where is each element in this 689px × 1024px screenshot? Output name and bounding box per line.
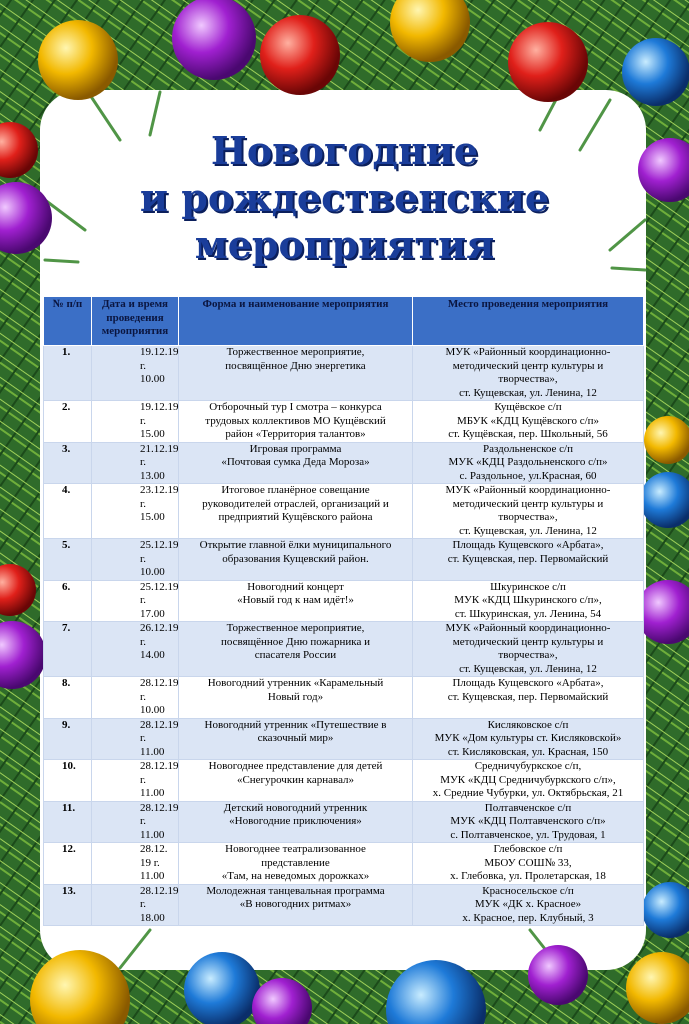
cell-date-line: 14.00: [140, 649, 165, 661]
cell-date-line: 17.00: [140, 607, 165, 620]
ornament-purple-icon: [528, 945, 588, 1005]
ornament-red-icon: [508, 22, 588, 102]
cell-place-line: МУК «КДЦ Шкуринского с/п»,: [454, 594, 602, 606]
cell-number: 11.: [44, 801, 92, 843]
cell-event-line: предприятий Кущёвского района: [218, 511, 373, 523]
cell-place-line: творчества»,: [498, 511, 558, 523]
cell-event: [179, 677, 413, 719]
cell-place: [413, 346, 644, 401]
cell-event-line: «Там, на неведомых дорожках»: [221, 870, 370, 882]
cell-event: [179, 718, 413, 760]
cell-event-line: «Новогодние приключения»: [229, 815, 362, 827]
cell-number: 4.: [44, 484, 92, 539]
cell-date: [92, 843, 179, 885]
header-place: Место проведения мероприятия: [413, 297, 644, 346]
cell-place-line: Площадь Кущевского «Арбата»,: [452, 677, 604, 689]
cell-date-line: 28.12.19 г.: [140, 677, 179, 703]
cell-date-line: 11.00: [140, 787, 165, 799]
cell-date-line: 19.12.19 г.: [140, 346, 179, 372]
cell-event-line: Детский новогодний утренник: [223, 801, 368, 814]
cell-event-line: «Почтовая сумка Деда Мороза»: [221, 456, 370, 468]
cell-date: [92, 884, 179, 926]
cell-event: [179, 484, 413, 539]
table-row: [44, 843, 644, 885]
header-number: № п/п: [44, 297, 92, 346]
cell-date: [92, 484, 179, 539]
cell-place-line: МУК «КДЦ Средничубуркского с/п»,: [440, 773, 616, 786]
cell-event-line: образования Кущевский район.: [222, 552, 369, 565]
cell-date: [92, 801, 179, 843]
cell-place: [413, 677, 644, 719]
cell-place-line: Раздольненское с/п: [482, 442, 574, 455]
table-row: [44, 539, 644, 581]
events-table: [43, 296, 644, 926]
cell-place-line: х. Красное, пер. Клубный, 3: [462, 911, 594, 924]
cell-place-line: методический центр культуры и: [452, 635, 604, 648]
cell-place-line: Кисляковское с/п: [487, 718, 569, 731]
cell-place-line: ст. Кущевская, пер. Первомайский: [447, 552, 609, 565]
cell-place-line: методический центр культуры и: [452, 359, 604, 372]
cell-number: 9.: [44, 718, 92, 760]
cell-place-line: МБУК «КДЦ Кущёвского с/п»: [456, 414, 600, 427]
table-row: [44, 346, 644, 401]
cell-event-line: сказочный мир»: [257, 732, 334, 744]
cell-place: [413, 884, 644, 926]
table-row: [44, 718, 644, 760]
cell-date: [92, 442, 179, 484]
cell-event-line: Торжественное мероприятие,: [226, 346, 365, 358]
cell-event: [179, 843, 413, 885]
cell-date-line: 13.00: [140, 469, 165, 482]
header-event: Форма и наименование мероприятия: [179, 297, 413, 346]
cell-date: [92, 346, 179, 401]
cell-event-line: Новый год»: [267, 690, 324, 703]
cell-place-line: творчества»,: [498, 649, 558, 661]
cell-place-line: ст. Кущевская, ул. Ленина, 12: [459, 662, 597, 675]
cell-event-line: Игровая программа: [249, 442, 342, 455]
cell-event-line: Новогодний утренник «Путешествие в: [204, 718, 387, 731]
cell-event: [179, 580, 413, 622]
ornament-gold-icon: [38, 20, 118, 100]
cell-place-line: с. Полтавченское, ул. Трудовая, 1: [450, 828, 606, 841]
cell-event-line: Итоговое планёрное совещание: [221, 484, 370, 496]
cell-event: [179, 801, 413, 843]
cell-place-line: Кущёвское с/п: [494, 401, 562, 413]
cell-place-line: ст. Кущевская, пер. Первомайский: [447, 690, 609, 703]
cell-place-line: Полтавченское с/п: [484, 801, 572, 814]
cell-date-line: 25.12.19 г.: [140, 539, 179, 565]
cell-event: [179, 346, 413, 401]
cell-place-line: МУК «КДЦ Раздольненского с/п»: [448, 456, 608, 468]
cell-event-line: «Снегурочкин карнавал»: [236, 773, 355, 786]
cell-place-line: ст. Шкуринская, ул. Ленина, 54: [454, 607, 602, 620]
cell-event-line: Новогодний концерт: [247, 580, 344, 593]
cell-place-line: методический центр культуры и: [452, 497, 604, 510]
cell-event-line: посвящённое Дню энергетика: [225, 359, 366, 372]
cell-place-line: творчества»,: [498, 373, 558, 385]
cell-place: [413, 580, 644, 622]
cell-number: 12.: [44, 843, 92, 885]
cell-place-line: ст. Кисляковская, ул. Красная, 150: [447, 745, 609, 758]
page-title-line-3: мероприятия: [194, 222, 495, 267]
cell-place-line: х. Средние Чубурки, ул. Октябрьская, 21: [432, 787, 624, 799]
cell-place: [413, 622, 644, 677]
cell-number: 5.: [44, 539, 92, 581]
cell-date-line: 28.12. 19 г.: [140, 843, 168, 869]
cell-place: [413, 539, 644, 581]
cell-date: [92, 401, 179, 443]
table-row: [44, 442, 644, 484]
cell-date-line: 15.00: [140, 428, 165, 440]
page-title-line-1: Новогодние: [210, 128, 479, 173]
cell-event-line: представление: [261, 856, 330, 869]
cell-date-line: 28.12.19 г.: [140, 760, 179, 786]
cell-event-line: трудовых коллективов МО Кущёвский: [205, 414, 386, 427]
table-row: [44, 884, 644, 926]
cell-date: [92, 677, 179, 719]
cell-place-line: Красносельское с/п: [482, 884, 574, 897]
cell-event-line: «Новый год к нам идёт!»: [237, 594, 354, 606]
cell-date-line: 11.00: [140, 745, 165, 758]
cell-event-line: Открытие главной ёлки муниципального: [199, 539, 392, 551]
cell-date-line: 11.00: [140, 828, 165, 841]
cell-date-line: 10.00: [140, 566, 165, 578]
cell-place-line: МУК «Дом культуры ст. Кисляковской»: [434, 732, 622, 744]
table-row: [44, 677, 644, 719]
cell-place-line: ст. Кущевская, ул. Ленина, 12: [459, 386, 597, 399]
cell-date-line: 25.12.19 г.: [140, 580, 179, 606]
cell-place-line: Площадь Кущевского «Арбата»,: [452, 539, 604, 551]
cell-event-line: руководителей отраслей, организаций и: [202, 497, 389, 510]
cell-date-line: 21.12.19 г.: [140, 442, 179, 468]
cell-number: 7.: [44, 622, 92, 677]
cell-event-line: Новогоднее театрализованное: [225, 843, 366, 855]
cell-place-line: МУК «КДЦ Полтавченского с/п»: [450, 815, 606, 827]
cell-date-line: 19.12.19 г.: [140, 401, 179, 427]
cell-event-line: район «Территория талантов»: [225, 428, 366, 440]
cell-date: [92, 622, 179, 677]
cell-event-line: «В новогодних ритмах»: [239, 898, 352, 910]
cell-place-line: МУК «Районный координационно-: [445, 622, 611, 634]
cell-event-line: спасателя России: [254, 649, 337, 661]
header-date: Дата и время проведения мероприятия: [92, 297, 179, 346]
cell-event-line: Новогоднее представление для детей: [208, 760, 383, 772]
cell-date-line: 23.12.19 г.: [140, 484, 179, 510]
cell-place: [413, 801, 644, 843]
table-row: [44, 580, 644, 622]
cell-place: [413, 442, 644, 484]
cell-place-line: МУК «Районный координационно-: [445, 484, 611, 496]
cell-date-line: 10.00: [140, 373, 165, 385]
cell-place-line: х. Глебовка, ул. Пролетарская, 18: [450, 870, 606, 882]
page-title-line-2: и рождественские: [139, 175, 550, 220]
cell-date: [92, 580, 179, 622]
cell-place-line: Средничубуркское с/п,: [474, 760, 582, 772]
cell-number: 13.: [44, 884, 92, 926]
cell-date-line: 28.12.19 г.: [140, 884, 179, 910]
cell-event: [179, 760, 413, 802]
cell-place: [413, 843, 644, 885]
cell-event-line: Молодежная танцевальная программа: [206, 884, 385, 897]
table-row: [44, 622, 644, 677]
cell-place: [413, 484, 644, 539]
cell-event-line: Новогодний утренник «Карамельный: [207, 677, 384, 689]
cell-date-line: 18.00: [140, 911, 165, 924]
cell-event: [179, 401, 413, 443]
cell-place: [413, 760, 644, 802]
table-row: [44, 401, 644, 443]
cell-number: 6.: [44, 580, 92, 622]
cell-date-line: 28.12.19 г.: [140, 718, 179, 744]
table-row: [44, 484, 644, 539]
cell-place-line: ст. Кущёвская, пер. Школьный, 56: [448, 428, 608, 440]
cell-place-line: МБОУ СОШ№ 33,: [484, 856, 572, 869]
cell-place-line: Глебовское с/п: [493, 843, 563, 855]
cell-number: 3.: [44, 442, 92, 484]
cell-place-line: ст. Кущевская, ул. Ленина, 12: [459, 524, 597, 537]
cell-place: [413, 718, 644, 760]
cell-event: [179, 884, 413, 926]
cell-date: [92, 539, 179, 581]
cell-event-line: Отборочный тур I смотра – конкурса: [209, 401, 382, 413]
cell-event-line: посвящённое Дню пожарника и: [221, 635, 370, 648]
cell-date: [92, 760, 179, 802]
cell-date-line: 26.12.19 г.: [140, 622, 179, 648]
cell-place-line: Шкуринское с/п: [490, 580, 566, 593]
table-row: [44, 760, 644, 802]
cell-date: [92, 718, 179, 760]
table-header-row: [44, 297, 644, 346]
cell-place-line: с. Раздольное, ул.Красная, 60: [459, 469, 597, 482]
cell-event: [179, 539, 413, 581]
cell-number: 8.: [44, 677, 92, 719]
cell-event: [179, 442, 413, 484]
cell-date-line: 15.00: [140, 511, 165, 523]
ornament-red-icon: [260, 15, 340, 95]
table-row: [44, 801, 644, 843]
cell-place: [413, 401, 644, 443]
cell-number: 1.: [44, 346, 92, 401]
cell-number: 10.: [44, 760, 92, 802]
cell-date-line: 11.00: [140, 870, 165, 882]
cell-place-line: МУК «ДК х. Красное»: [474, 898, 582, 910]
cell-date-line: 28.12.19 г.: [140, 801, 179, 827]
cell-event: [179, 622, 413, 677]
cell-number: 2.: [44, 401, 92, 443]
cell-date-line: 10.00: [140, 704, 165, 716]
cell-event-line: Торжественное мероприятие,: [226, 622, 365, 634]
cell-place-line: МУК «Районный координационно-: [445, 346, 611, 358]
ornament-blue-icon: [622, 38, 689, 106]
